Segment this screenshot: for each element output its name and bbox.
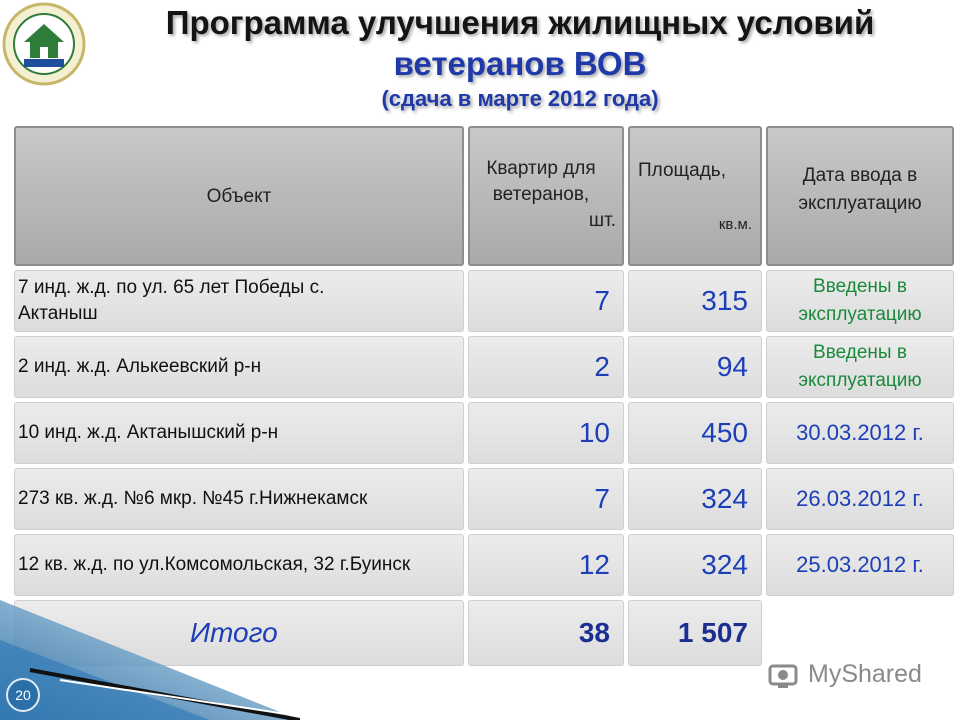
header-date: Дата ввода в эксплуатацию [766,126,954,266]
table-row [12,334,956,400]
total-area-cell [628,600,762,666]
cell-apartments: 2 [468,336,624,398]
cell-apartments: 10 [468,402,624,464]
cell-area: 315 [628,270,762,332]
cell-object: 273 кв. ж.д. №6 мкр. №45 г.Нижнекамск [14,468,464,530]
header-area-unit: кв.м. [718,216,752,233]
page-number: 20 [6,678,40,712]
cell-object: 12 кв. ж.д. по ул.Комсомольская, 32 г.Буинск [14,534,464,596]
cell-object: 10 инд. ж.д. Актанышский р-н [14,402,464,464]
total-area: 1 507 [677,617,748,648]
cell-area: 324 [628,534,762,596]
watermark [766,656,936,692]
table-row [12,466,956,532]
cell-date: 26.03.2012 г. [766,468,954,530]
slide-title [110,2,930,114]
cell-status: Введены в эксплуатацию [766,270,954,332]
total-apartments: 38 [578,617,610,648]
title-line-2: ветеранов ВОВ [393,45,647,82]
cell-date: 30.03.2012 г. [766,402,954,464]
cell-status: Введены в эксплуатацию [766,336,954,398]
title-line-1: Программа улучшения жилищных условий [165,4,875,41]
total-label: Итого [190,617,278,648]
header-object: Объект [14,126,464,266]
cell-apartments: 12 [468,534,624,596]
total-apartments-cell [468,600,624,666]
cell-area: 94 [628,336,762,398]
header-apartments-unit: шт. [588,210,616,231]
header-apartments [468,126,624,266]
cell-area: 324 [628,468,762,530]
cell-object: 7 инд. ж.д. по ул. 65 лет Победы с. Актаныш [14,270,464,332]
header-area [628,126,762,266]
cell-apartments: 7 [468,270,624,332]
cell-date: 25.03.2012 г. [766,534,954,596]
cell-apartments: 7 [468,468,624,530]
title-line-3: (сдача в марте 2012 года) [381,86,659,111]
table-row [12,400,956,466]
table-header-row [12,124,956,268]
watermark-text: MyShared [808,660,922,688]
ministry-logo [2,2,86,86]
header-area-label: Площадь, [638,160,726,181]
cell-area: 450 [628,402,762,464]
cell-object: 2 инд. ж.д. Алькеевский р-н [14,336,464,398]
projector-icon [766,658,800,692]
header-apartments-label: Квартир для ветеранов, [486,158,596,205]
table-row [12,268,956,334]
decorative-swoosh [0,580,300,720]
